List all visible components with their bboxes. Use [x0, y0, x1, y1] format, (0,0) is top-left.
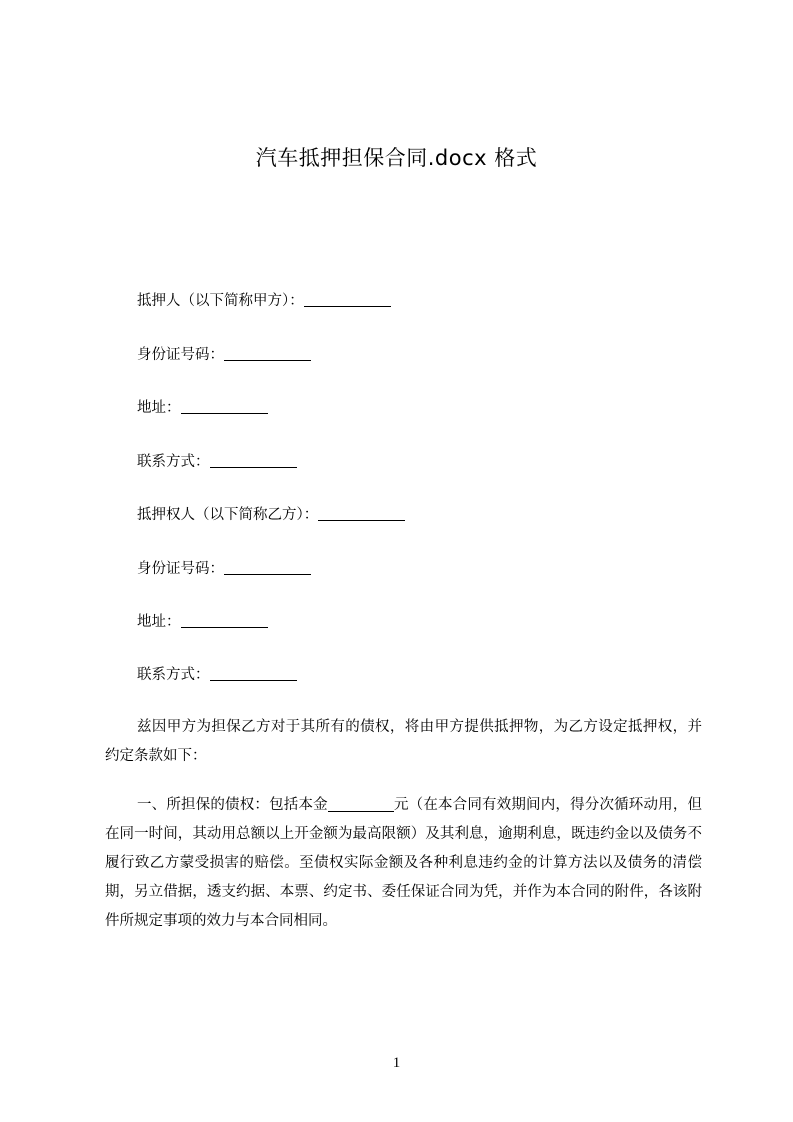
party-b-name-blank	[318, 506, 405, 521]
party-a-name-blank	[304, 292, 391, 307]
party-b-contact-label: 联系方式：	[137, 667, 210, 683]
party-b-address-label: 地址：	[137, 614, 181, 630]
party-b-id-label: 身份证号码：	[137, 561, 224, 577]
party-a-name-field	[137, 292, 391, 310]
clause-1-text-before: 一、所担保的债权：包括本金	[137, 797, 328, 813]
party-b-contact-blank	[210, 666, 297, 681]
party-b-address-field	[137, 613, 268, 631]
party-a-contact-blank	[210, 453, 297, 468]
intro-paragraph: 兹因甲方为担保乙方对于其所有的债权，将由甲方提供抵押物，为乙方设定抵押权，并约定条款如下：	[105, 719, 702, 764]
party-b-address-blank	[181, 613, 268, 628]
clause-1-paragraph	[105, 791, 702, 936]
party-b-name-field	[137, 506, 405, 524]
party-a-id-blank	[224, 346, 311, 361]
party-a-address-field	[137, 399, 268, 417]
party-a-contact-label: 联系方式：	[137, 454, 210, 470]
clause-1-text-after: 元（在本合同有效期间内，得分次循环动用，但在同一时间，其动用总额以上开金额为最高限额）及其利息，逾期利息，既违约金以及债务不履行致乙方蒙受损害的赔偿。至债权实际金额及各种利息违约金的计算方法以及债务的清偿期，另立借据，透支约据、本票、约定书、委任保证合同为凭，并作为本合同的附件，各该附件所规定事项的效力与本合同相同。	[105, 797, 703, 929]
party-b-id-blank	[224, 560, 311, 575]
party-b-name-label: 抵押权人（以下简称乙方）：	[137, 507, 319, 523]
party-a-address-blank	[181, 399, 268, 414]
party-b-contact-field	[137, 666, 297, 684]
party-a-address-label: 地址：	[137, 400, 181, 416]
party-a-contact-field	[137, 453, 297, 471]
party-a-name-label: 抵押人（以下简称甲方）：	[137, 293, 304, 309]
party-a-id-field	[137, 346, 311, 364]
party-a-id-label: 身份证号码：	[137, 347, 224, 363]
principal-amount-blank	[328, 797, 394, 812]
page-number: 1	[392, 1055, 401, 1071]
document-title: 汽车抵押担保合同.docx 格式	[255, 146, 538, 170]
party-b-id-field	[137, 560, 311, 578]
